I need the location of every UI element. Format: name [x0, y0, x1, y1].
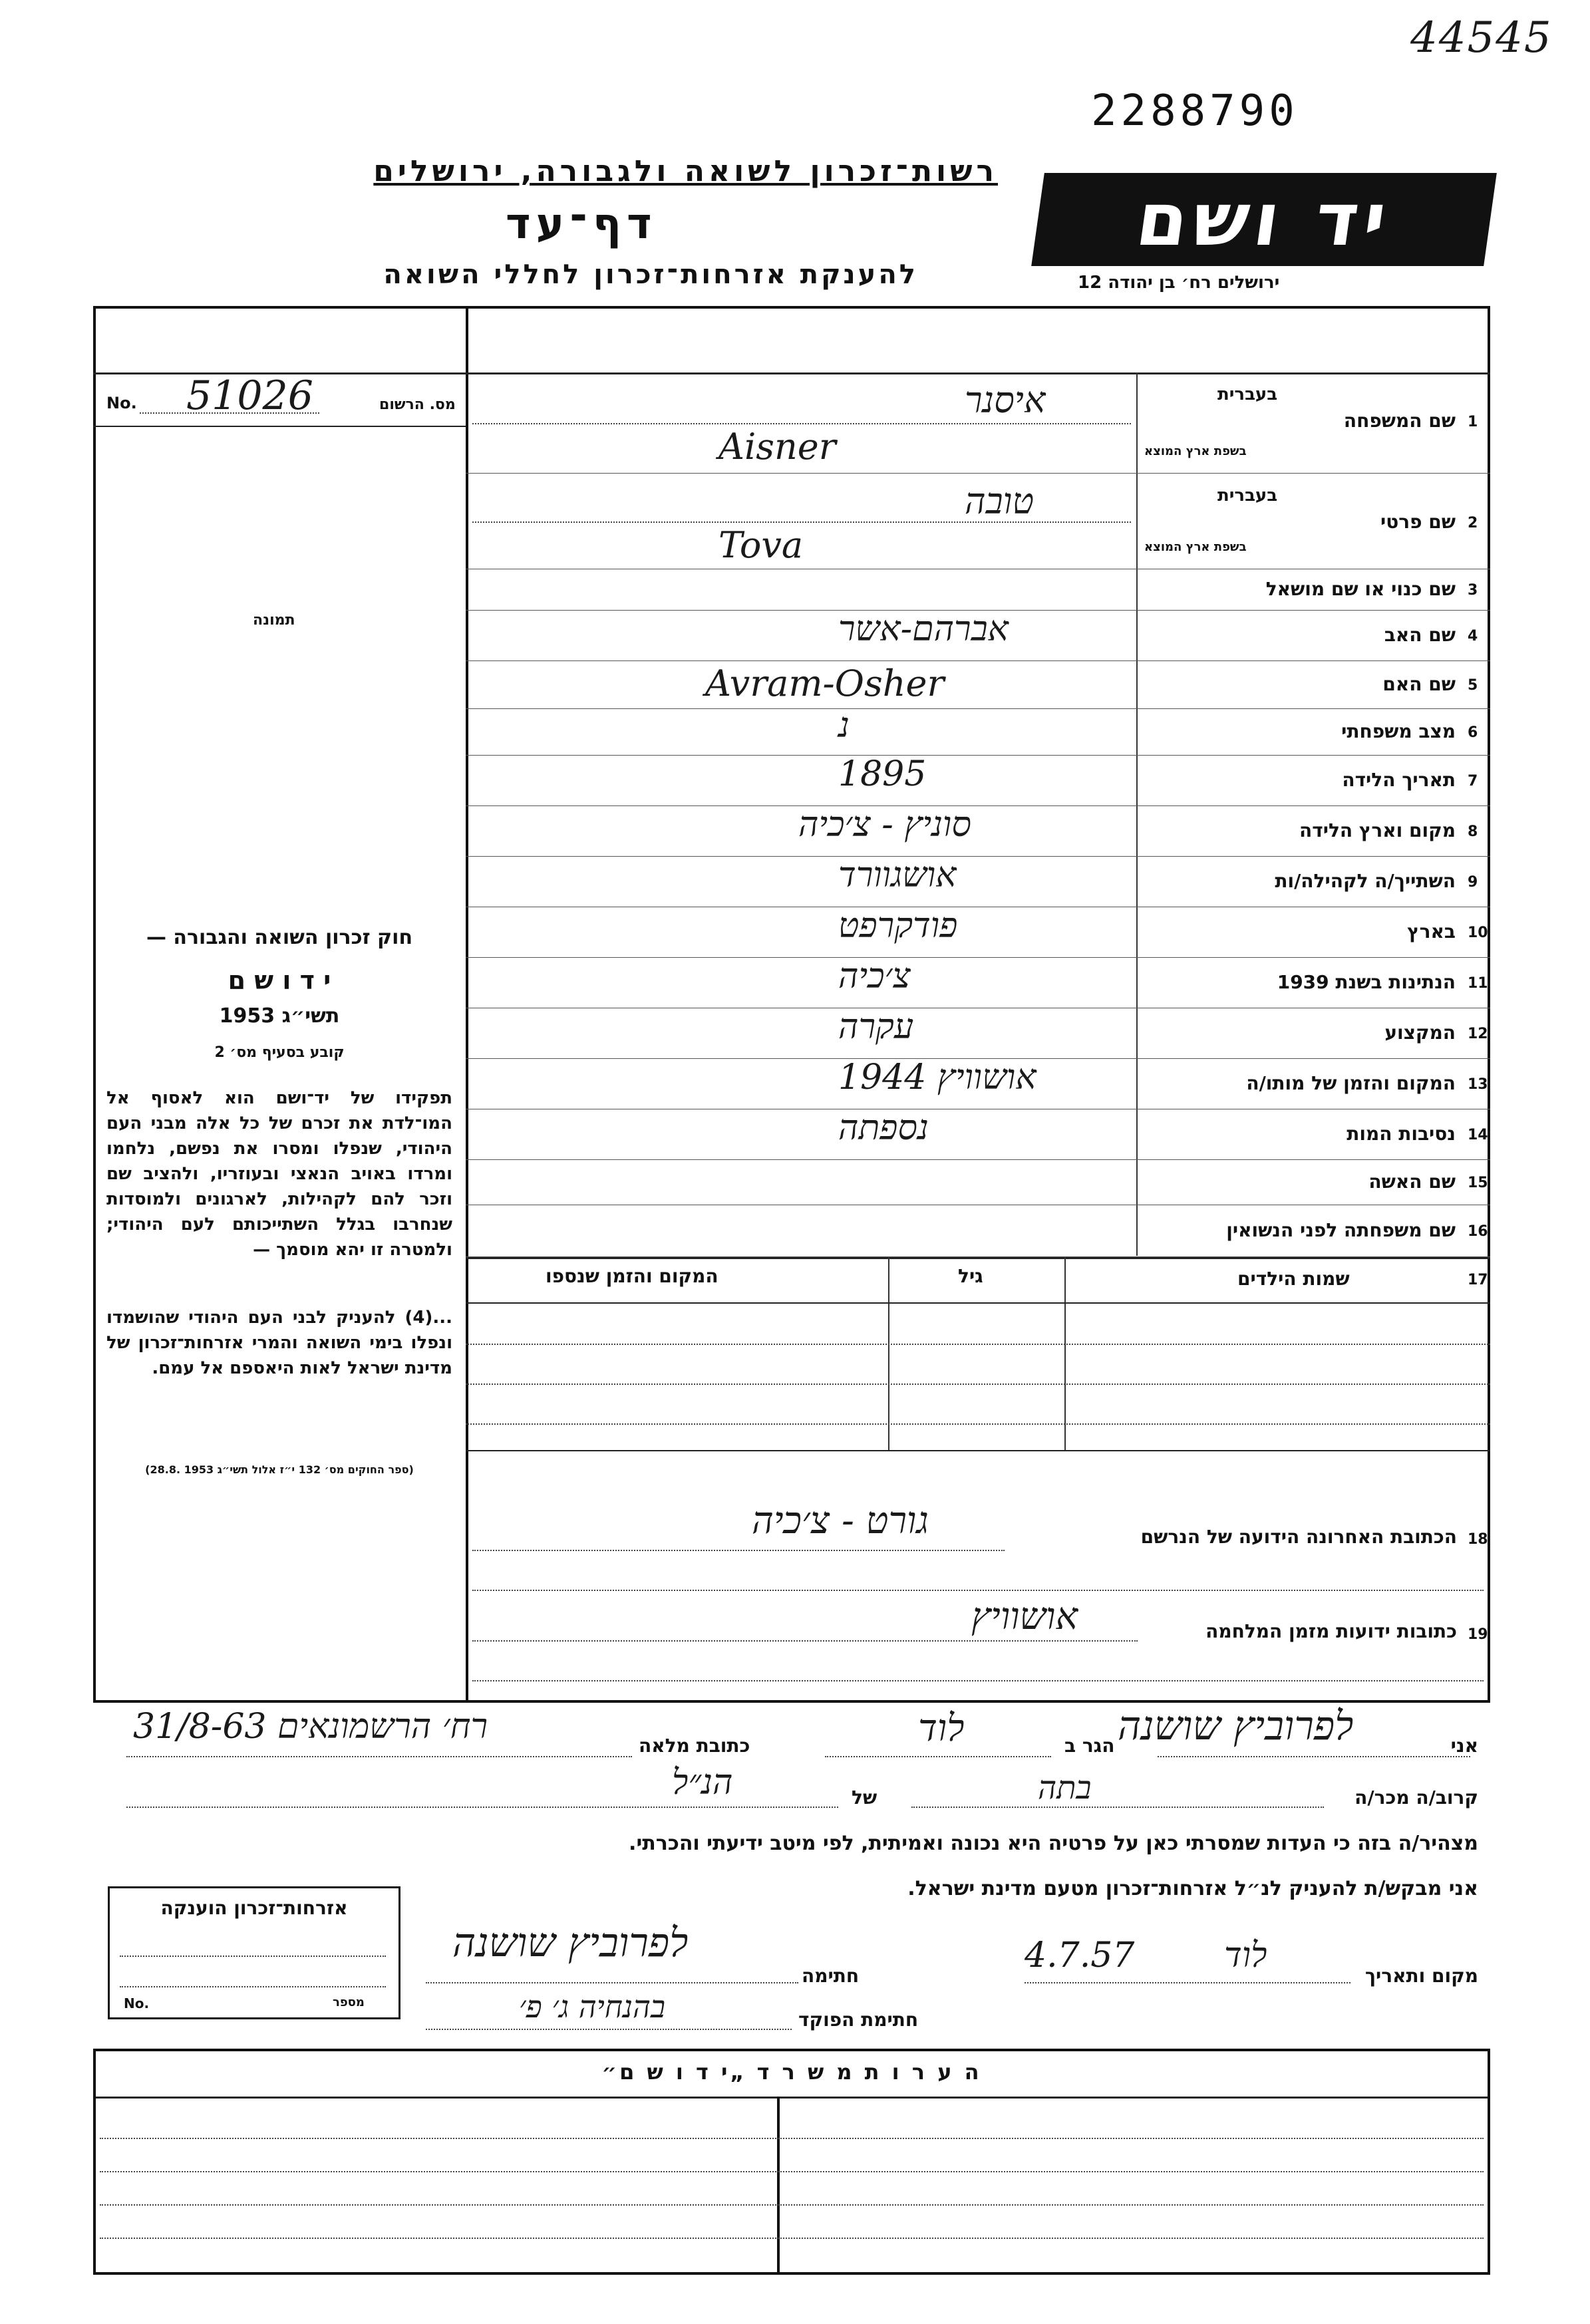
declarant-city-value: לוד	[918, 1707, 965, 1750]
registration-no: No.	[106, 394, 137, 412]
signature-value: לפרוביץ שושנה	[452, 1920, 689, 1966]
place-value: לוד	[1224, 1936, 1267, 1975]
field-sublabel-origin: בשפת ארץ המוצא	[1144, 540, 1247, 554]
field-label: שם האשה	[1368, 1171, 1456, 1193]
field-label: הנתינות בשנת 1939	[1277, 971, 1456, 993]
field-number: 13	[1468, 1076, 1488, 1093]
field-label: מצב משפחתי	[1341, 720, 1456, 742]
field-number: 3	[1468, 582, 1478, 599]
field-value-hebrew: טובה	[965, 480, 1034, 522]
field-label: שם פרטי	[1380, 511, 1456, 533]
field-17-number: 17	[1468, 1272, 1488, 1288]
field-label: השתייך/ה לקהילה/ות	[1275, 870, 1456, 892]
of-value: הנ״ל	[672, 1763, 733, 1803]
field-row-7	[0, 756, 1590, 806]
field-row-14	[0, 1109, 1590, 1160]
remarks-frame	[93, 2049, 1490, 2275]
field-row-16	[0, 1205, 1590, 1257]
photo-label: תמונה	[253, 612, 295, 629]
field-value: 1895	[838, 754, 927, 794]
children-age-header: גיל	[958, 1265, 983, 1287]
field-row-1	[0, 372, 1590, 474]
field-label: שם האם	[1382, 673, 1456, 695]
full-address-label: כתובת מלאה	[639, 1735, 750, 1757]
field-value: אברהם-אשר	[838, 609, 1009, 649]
authority-title: רשות־זכרון לשואה ולגבורה, ירושלים	[373, 154, 998, 188]
war-address-value: אושוויץ	[971, 1595, 1078, 1638]
law-source: (ספר החוקים מס׳ 132 י״ז אלול תשי״ג 1953 .28.8)	[145, 1463, 414, 1476]
field-number: 7	[1468, 773, 1478, 790]
field-label: מקום וארץ הלידה	[1299, 819, 1456, 841]
form-subtitle: להענקת אזרחות־זכרון לחללי השואה	[383, 259, 918, 290]
corner-number: 44545	[1410, 13, 1553, 63]
declarant-resides-label: הגר ב	[1064, 1735, 1115, 1757]
logo-address: ירושלים רח׳ בן יהודה 12	[1078, 273, 1280, 293]
law-title: חוק זכרון השואה והגבורה —	[146, 926, 413, 949]
relative-label: קרוב/ה מכר/ה	[1354, 1787, 1478, 1809]
field-number: 11	[1468, 975, 1488, 992]
children-names-header: שמות הילדים	[1237, 1268, 1350, 1290]
field-value-origin: Avram-Osher	[705, 662, 945, 704]
field-label: נסיבות המות	[1347, 1123, 1456, 1145]
last-address-label: הכתובת האחרונה הידועה של הנרשם	[1140, 1526, 1457, 1548]
field-value-origin: Tova	[718, 524, 804, 566]
field-19-number: 19	[1468, 1626, 1488, 1643]
field-number: 2	[1468, 515, 1478, 531]
signature-label: חתימה	[802, 1965, 860, 1987]
field-row-13	[0, 1059, 1590, 1109]
field-number: 15	[1468, 1175, 1488, 1191]
field-value-hebrew: איסנר	[965, 379, 1046, 421]
field-row-5	[0, 661, 1590, 709]
field-number: 14	[1468, 1127, 1488, 1143]
field-sublabel-hebrew: בעברית	[1217, 384, 1278, 404]
law-text-2: ...(4) להעניק לבני העם היהודי שהושמדו ונפלו בימי השואה והמרי אזרחות־זכרון של מדינת ישראל לאות היאספם אל עמם.	[106, 1308, 452, 1378]
place-date-label: מקום ותאריך	[1364, 1965, 1478, 1987]
field-number: 8	[1468, 823, 1478, 840]
field-value: נספתה	[838, 1108, 929, 1148]
field-row-11	[0, 958, 1590, 1008]
field-18-number: 18	[1468, 1531, 1488, 1548]
field-number: 5	[1468, 677, 1478, 694]
field-row-2	[0, 474, 1590, 569]
yad-vashem-logo: יד ושם	[1031, 173, 1497, 266]
last-address-value: גורט - צ׳כיה	[752, 1499, 929, 1542]
field-number: 12	[1468, 1026, 1488, 1042]
field-value: נ	[838, 706, 850, 746]
field-number: 6	[1468, 724, 1478, 741]
date-value: 4.7.57	[1025, 1936, 1135, 1975]
remarks-title: ה ע ר ו ת מ ש ר ד „י ד ו ש ם״	[601, 2059, 982, 2085]
field-number: 4	[1468, 628, 1478, 645]
field-label: בארץ	[1407, 921, 1456, 943]
declarant-ani: אני	[1450, 1735, 1478, 1757]
field-sublabel-origin: בשפת ארץ המוצא	[1144, 444, 1247, 458]
field-value: אושגוורד	[838, 855, 957, 895]
field-number: 10	[1468, 925, 1488, 941]
registration-label: מס. הרשום	[379, 396, 456, 413]
field-value: עקרה	[838, 1007, 914, 1047]
field-value-origin: Aisner	[718, 426, 836, 468]
field-label: המקצוע	[1384, 1022, 1456, 1044]
field-label: שם כנוי או שם מושאל	[1265, 578, 1456, 600]
stamp-box-no: No.	[124, 1995, 150, 2011]
children-place-header: המקום והזמן שנספו	[546, 1265, 718, 1287]
page-number: 2288790	[1091, 86, 1299, 136]
field-row-10	[0, 907, 1590, 958]
statement-2: אני מבקש/ת להעניק לנ״ל אזרחות־זכרון מטעם מדינת ישראל.	[907, 1877, 1478, 1900]
law-text-1: תפקידו של יד־ושם הוא לאסוף אל המו־לדת את זכרם של כל אלה מבני העם היהודי, שנפלו ומסרו את נפשם, נלחמו ומרדו באויב הנאצי ובעוזריו, ולהציב שם וזכר להם לקהילות, לארגונים ולמוסדות שנחרבו בגלל השתייכותם לעם היהודי; ולמטרה זו יהא מוסמך —	[106, 1088, 452, 1260]
law-year: תשי״ג 1953	[219, 1004, 340, 1028]
war-address-label: כתובות ידועות מזמן המלחמה	[1205, 1620, 1457, 1642]
law-name: י ד ו ש ם	[228, 966, 331, 995]
address-value: רח׳ הרשמונאים 31/8-63	[133, 1707, 488, 1747]
stamp-box-number-label: מספר	[333, 1995, 365, 2009]
relation-value: בתה	[1038, 1769, 1092, 1807]
field-label: שם המשפחה	[1343, 410, 1456, 432]
field-value: אושוויץ 1944	[838, 1058, 1036, 1097]
officer-signature-label: חתימת הפוקד	[798, 2009, 919, 2031]
field-row-12	[0, 1008, 1590, 1059]
stamp-box-title: אזרחות־זכרון הוענקה	[160, 1897, 348, 1919]
field-row-8	[0, 806, 1590, 857]
field-sublabel-hebrew: בעברית	[1217, 486, 1278, 506]
field-label: שם האב	[1384, 624, 1456, 646]
law-clause: קובע בסעיף מס׳ 2	[214, 1044, 345, 1061]
field-label: המקום והזמן של מותו/ה	[1246, 1072, 1456, 1094]
field-value: סוניץ - צ׳כיה	[798, 805, 971, 845]
declarant-name-value: לפרוביץ שושנה	[1118, 1703, 1354, 1749]
field-label: תאריך הלידה	[1342, 769, 1456, 791]
field-label: שם משפחתה לפני הנשואין	[1226, 1219, 1456, 1241]
field-row-6	[0, 706, 1590, 756]
field-number: 9	[1468, 874, 1478, 891]
field-number: 1	[1468, 414, 1478, 430]
field-row-9	[0, 857, 1590, 907]
field-number: 16	[1468, 1223, 1488, 1240]
officer-signature-value: בהנחיה ג׳ פ׳	[519, 1989, 666, 2025]
of-label: של	[852, 1787, 877, 1809]
field-value: פודקרפט	[838, 906, 958, 946]
field-value: צ׳כיה	[838, 956, 911, 996]
field-row-3	[0, 569, 1590, 611]
form-title: דף־עד	[506, 200, 657, 249]
statement-1: מצהיר/ה בזה כי העדות שמסרתי כאן על פרטיה היא נכונה ואמיתית, לפי מיטב ידיעתי והכרתי.	[629, 1832, 1478, 1855]
field-row-15	[0, 1160, 1590, 1205]
registration-value: 51026	[186, 372, 313, 419]
